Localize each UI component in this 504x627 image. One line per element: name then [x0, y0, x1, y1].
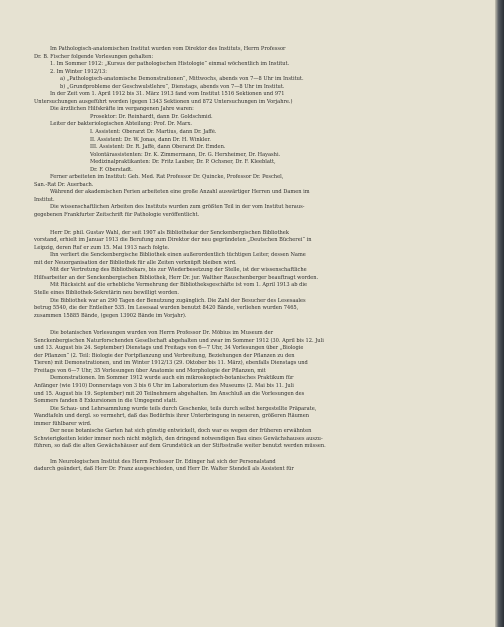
- text-line: vorstand, erhielt im Januar 1913 die Berufung zum Direktor der neu gegründeten „Deutschen Bücherei“ in: [34, 237, 312, 244]
- text-line: Ferner arbeiteten im Institut: Geh. Med. Rat Professor Dr. Quincke, Professor Dr. Peschel,: [50, 174, 284, 181]
- page-edge-shadow: [495, 0, 504, 627]
- text-line: immer fühlbarer wird.: [34, 420, 92, 427]
- text-line: Schwierigkeiten leider immer noch nicht möglich, den dringend notwendigen Bau eines Gewächshauses auszu-: [34, 435, 323, 442]
- text-line: In der Zeit vom 1. April 1912 bis 31. März 1913 fand vom Institut 1516 Sektionen und 971: [50, 91, 285, 98]
- text-line: Untersuchungen ausgeführt worden (gegen 1343 Sektionen und 872 Untersuchungen im Vorjahre.): [34, 98, 293, 105]
- text-line: Die Schau- und Lehrsammlung wurde teils durch Geschenke, teils durch selbst hergestellte Präparate,: [50, 405, 317, 412]
- paragraph-gap: [34, 451, 466, 459]
- text-line: Die botanischen Vorlesungen wurden von Herrn Professor Dr. Möbius im Museum der: [50, 330, 274, 337]
- text-line: Die ärztlichen Hilfskräfte im vergangenen Jahre waren:: [50, 106, 194, 113]
- text-line: II. Assistent: Dr. W. Jonas, dann Dr. H. Winkler.: [90, 136, 211, 143]
- text-line: Im Pathologisch-anatomischen Institut wurden vom Direktor des Instituts, Herrn Professor: [50, 46, 286, 52]
- text-line: Sommers fanden 8 Exkursionen in die Umgegend statt.: [34, 398, 178, 405]
- text-line: dadurch geändert, daß Herr Dr. Franz ausgeschieden, und Herr Dr. Walter Stendell als Assistent für: [34, 466, 294, 473]
- text-line: Die wissenschaftlichen Arbeiten des Instituts wurden zum größten Teil in der vom Institut heraus-: [50, 204, 305, 211]
- text-line: der Pflanzen“ (2. Teil: Biologie der Fortpflanzung und Verbreitung, Beziehungen der Pflanzen zu den: [34, 352, 295, 359]
- text-line: Volontärassistenten: Dr. K. Zimmermann, Dr. G. Herxheimer, Dr. Hayashi.: [90, 151, 281, 158]
- text-line: b) „Grundprobleme der Geschwulstlehre“, Dienstags, abends von 7—8 Uhr im Institut.: [60, 83, 285, 90]
- text-line: Mit der Vertretung des Bibliothekars, bis zur Wiederbesetzung der Stelle, ist der wissenschaftliche: [50, 267, 307, 274]
- text-line: Tieren) mit Demonstrationen, und im Winter 1912/13 (29. Oktober bis 11. März), ebenfalls Dienstags und: [34, 360, 308, 367]
- text-line: I. Assistent: Oberarzt Dr. Martius, dann Dr. Jaffé.: [90, 129, 217, 136]
- text-line: Leiter der bakteriologischen Abteilung: Prof. Dr. Marx.: [50, 121, 192, 128]
- text-line: führen, so daß die alten Gewächshäuser auf dem Grundstück an der Stiftsstraße weiter benutzt werden müssen.: [34, 443, 326, 450]
- text-line: 2. Im Winter 1912/13:: [50, 68, 107, 75]
- text-line: San.-Rat Dr. Auerbach.: [34, 181, 94, 188]
- document-text: [34, 46, 466, 474]
- text-line: a) „Pathologisch-anatomische Demonstrationen“, Mittwochs, abends von 7—8 Uhr im Institut.: [60, 76, 304, 83]
- text-line: Leipzig, deren Ruf er zum 15. Mai 1913 nach folgte.: [34, 244, 170, 251]
- text-line: mit der Neuorganisation der Bibliothek für alle Zeiten verknüpft bleiben wird.: [34, 259, 237, 266]
- text-line: Die Bibliothek war an 290 Tagen der Benutzung zugänglich. Die Zahl der Besucher des Lesesaales: [50, 297, 306, 304]
- text-line: Im Neurologischen Institut des Herrn Professor Dr. Edinger hat sich der Personalstand: [50, 458, 276, 465]
- text-line: Demonstrationen. Im Sommer 1912 wurde auch ein mikroskopisch-botanisches Praktikum für: [50, 375, 294, 382]
- text-line: 1. Im Sommer 1912: „Kursus der pathologischen Histologie“ einmal wöchentlich im Institut.: [50, 61, 290, 68]
- text-line: Freitags von 6—7 Uhr, 35 Vorlesungen über Anatomie und Morphologie der Pflanzen, mit: [34, 367, 266, 374]
- text-line: Prosektor: Dr. Reinhardt, dann Dr. Goldschmid.: [90, 113, 213, 120]
- text-line: Hilfsarbeiter an der Senckenbergischen Bibliothek, Herr Dr. jur. Walther Rauschenberger beauftragt worden.: [34, 274, 319, 281]
- text-line: Der neue botanische Garten hat sich günstig entwickelt, doch war es wegen der früheren erwähnten: [50, 428, 312, 435]
- text-line: Wandtafeln und dergl. so vermehrt, daß das Bedürfnis ihrer Unterbringung in neueren, größeren Räumen: [34, 413, 310, 420]
- text-line: III. Assistent: Dr. R. Jaffé, dann Oberarzt Dr. Emden.: [90, 144, 226, 151]
- text-line: Senckenbergischen Naturforschenden Gesellschaft abgehalten und zwar im Sommer 1912 (30. April bis 12. Juli: [34, 337, 324, 344]
- text-line: und 13. August bis 24. September) Dienstags und Freitags von 6—7 Uhr, 34 Vorlesungen über „Biologie: [34, 345, 304, 352]
- text-line: betrug 5540, die der Entleiher 535. Im Lesesaal wurden benutzt 8420 Bände, verliehen wurden 7465,: [34, 305, 299, 312]
- paragraph-gap: [34, 320, 466, 330]
- text-line: und 15. August bis 19. September) mit 20 Teilnehmern abgehalten. Im Anschluß an die Vorlesungen des: [34, 390, 305, 397]
- text-line: Mit Rücksicht auf die erhebliche Vermehrung der Bibliotheksgeschäfte ist vom 1. April 1913 ab die: [50, 282, 308, 289]
- text-line: gegebenen Frankfurter Zeitschrift für Pathologie veröffentlicht.: [34, 212, 200, 219]
- paragraph-gap: [34, 220, 466, 230]
- text-line: Dr. B. Fischer folgende Vorlesungen gehalten:: [34, 53, 154, 60]
- text-line: Ihn verliert die Senckenbergische Bibliothek einen außerordentlich tüchtigen Leiter, dessen Name: [50, 252, 306, 259]
- text-line: Institut.: [34, 196, 55, 203]
- text-line: Medizinalpraktikanten: Dr. Fritz Lauber, Dr. P. Ochsner, Dr. F. Kleeblatt,: [90, 159, 276, 166]
- text-line: Dr. F. Oberstadt.: [90, 166, 133, 173]
- text-line: zusammen 15885 Bände, (gegen 13902 Bände im Vorjahr).: [34, 312, 187, 319]
- text-line: Anfänger (wie 1910) Donnerstags von 3 bis 6 Uhr im Laboratorium des Museums (2. Mai bis 11. Juli: [34, 382, 294, 389]
- text-line: Stelle eines Bibliothek-Sekretärin neu bewilligt worden.: [34, 289, 180, 296]
- text-line: Während der akademischen Ferien arbeiteten eine große Anzahl auswärtiger Herren und Damen im: [50, 189, 310, 196]
- text-line: Herr Dr. phil. Gustav Wahl, der seit 1907 als Bibliothekar der Senckenbergischen Bibliothek: [50, 229, 289, 236]
